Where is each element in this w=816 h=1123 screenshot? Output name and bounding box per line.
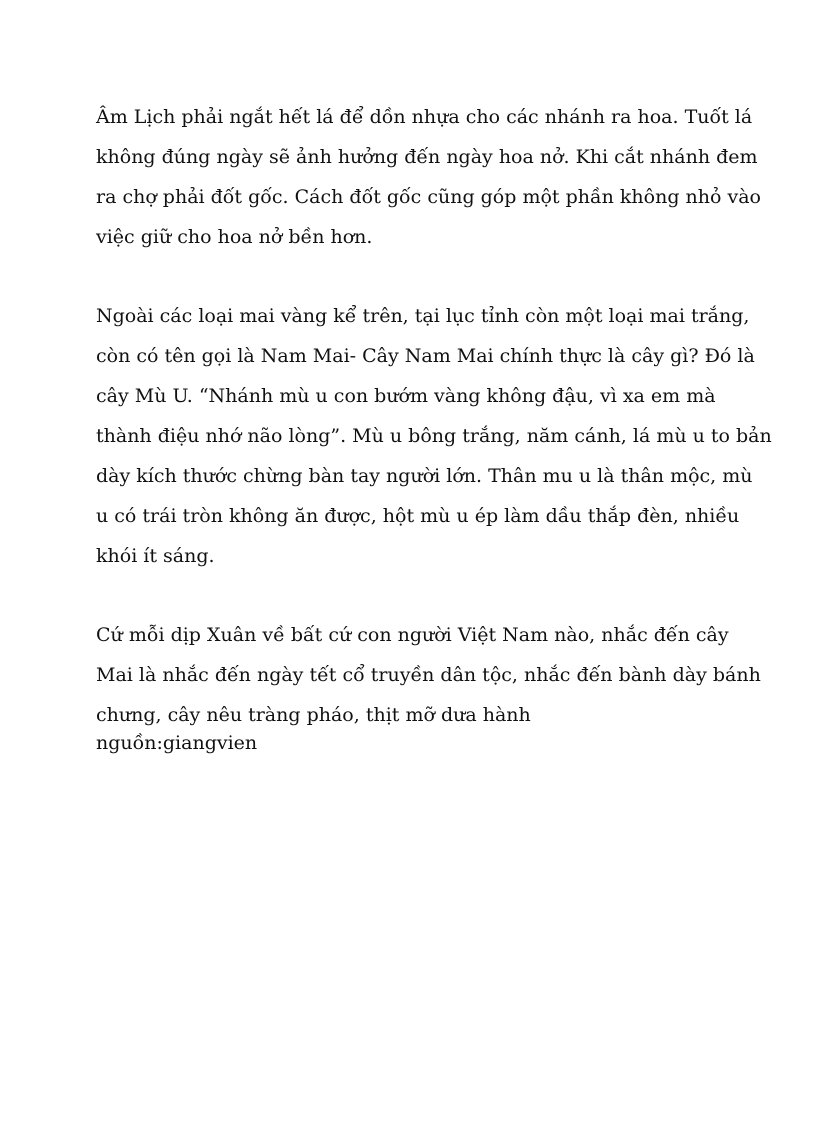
text-line: chưng, cây nêu tràng pháo, thịt mỡ dưa hành bbox=[96, 704, 531, 726]
text-line: không đúng ngày sẽ ảnh hưởng đến ngày hoa nở. Khi cắt nhánh đem bbox=[96, 146, 758, 168]
text-line: thành điệu nhớ não lòng”. Mù u bông trắng, năm cánh, lá mù u to bản bbox=[96, 425, 772, 447]
text-line: dày kích thước chừng bàn tay người lớn. Thân mu u là thân mộc, mù bbox=[96, 465, 753, 487]
text-line: việc giữ cho hoa nở bền hơn. bbox=[96, 226, 373, 248]
text-line: u có trái tròn không ăn được, hột mù u ép làm dầu thắp đèn, nhiều bbox=[96, 505, 740, 527]
text-line: ra chợ phải đốt gốc. Cách đốt gốc cũng góp một phần không nhỏ vào bbox=[96, 186, 761, 208]
paragraph-1 bbox=[96, 97, 761, 257]
paragraph-2 bbox=[96, 296, 772, 576]
text-line: khói ít sáng. bbox=[96, 545, 215, 567]
source-credit: nguồn:giangvien bbox=[96, 732, 258, 754]
text-line: còn có tên gọi là Nam Mai- Cây Nam Mai chính thực là cây gì? Đó là bbox=[96, 345, 755, 367]
text-line: Âm Lịch phải ngắt hết lá để dồn nhựa cho các nhánh ra hoa. Tuốt lá bbox=[96, 106, 753, 128]
text-line: Mai là nhắc đến ngày tết cổ truyền dân tộc, nhắc đến bành dày bánh bbox=[96, 664, 761, 686]
text-line: cây Mù U. “Nhánh mù u con bướm vàng không đậu, vì xa em mà bbox=[96, 385, 716, 407]
paragraph-spacer bbox=[96, 257, 736, 296]
text-line: Cứ mỗi dịp Xuân về bất cứ con người Việt Nam nào, nhắc đến cây bbox=[96, 624, 729, 646]
paragraph-spacer bbox=[96, 576, 736, 615]
document-body bbox=[96, 97, 772, 763]
text-line: Ngoài các loại mai vàng kể trên, tại lục tỉnh còn một loại mai trắng, bbox=[96, 305, 750, 327]
paragraph-3 bbox=[96, 615, 761, 735]
